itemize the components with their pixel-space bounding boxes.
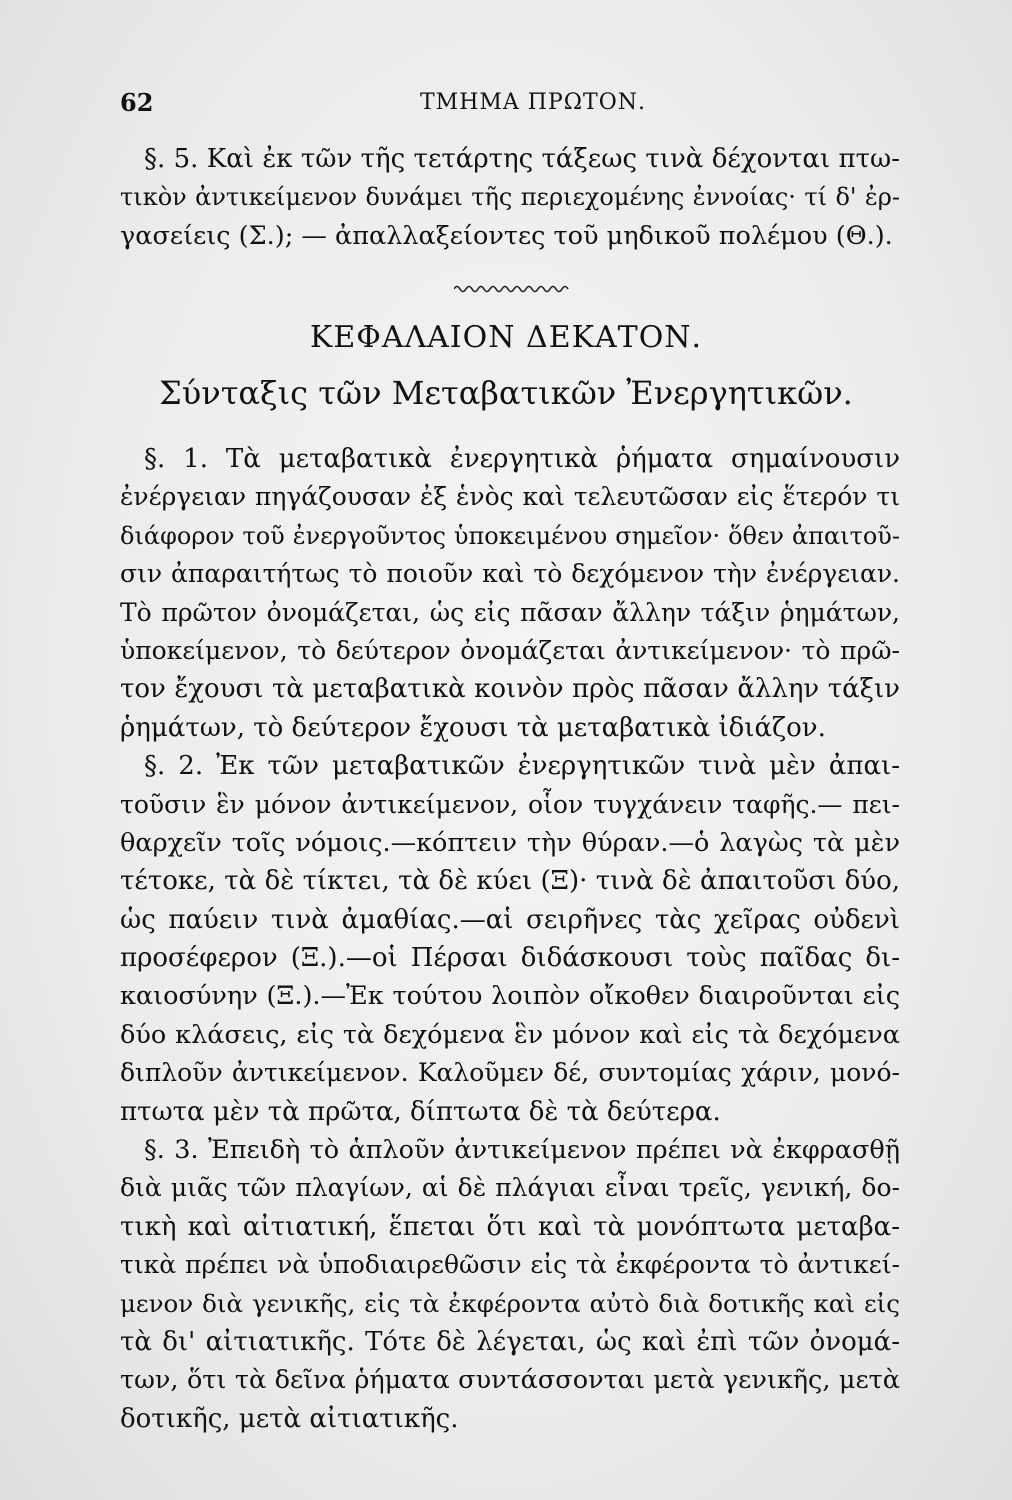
chapter-body xyxy=(120,440,900,1438)
text-line: §. 2. Ἐκ τῶν μεταβατικῶν ἐνεργητικῶν τινὰ μὲν ἀπαι- xyxy=(144,751,900,782)
chapter-title: ΚΕΦΑΛΑΙΟΝ ΔΕΚΑΤΟΝ. xyxy=(309,320,703,355)
text-line: ὡς παύειν τινὰ ἀμαθίας.—αἱ σειρῆνες τὰς χεῖρας οὐδενὶ xyxy=(120,904,900,935)
chapter-subtitle: Σύνταξις τῶν Μεταβατικῶν Ἐνεργητικῶν. xyxy=(159,374,853,412)
text-line: θαρχεῖν τοῖς νόμοις.—κόπτειν τὴν θύραν.—ὁ λαγὼς τὰ μὲν xyxy=(120,827,900,858)
running-head xyxy=(120,88,900,124)
text-line: μενον διὰ γενικῆς, εἰς τὰ ἐκφέροντα αὐτὸ διὰ δοτικῆς καὶ εἰς xyxy=(120,1288,900,1318)
text-line: ἐνέργειαν πηγάζουσαν ἐξ ἑνὸς καὶ τελευτῶσαν εἰς ἕτερόν τι xyxy=(120,482,900,512)
text-line: Τὸ πρῶτον ὀνομάζεται, ὡς εἰς πᾶσαν ἄλλην τάξιν ῥημάτων, xyxy=(120,597,900,627)
text-line: τὰ δι' αἰτιατικῆς. Τότε δὲ λέγεται, ὡς καὶ ἐπὶ τῶν ὀνομά- xyxy=(120,1326,900,1357)
text-line: ὑποκείμενον, τὸ δεύτερον ὀνομάζεται ἀντικείμενον· τὸ πρῶ- xyxy=(120,635,900,665)
text-line: τέτοκε, τὰ δὲ τίκτει, τὰ δὲ κύει (Ξ)· τινὰ δὲ ἀπαιτοῦσι δύο, xyxy=(120,866,900,897)
text-line: ῥημάτων, τὸ δεύτερον ἔχουσι τὰ μεταβατικὰ ἰδιάζον. xyxy=(120,712,826,743)
page-number: 62 xyxy=(120,88,154,117)
text-line: πτωτα μὲν τὰ πρῶτα, δίπτωτα δὲ τὰ δεύτερα. xyxy=(120,1096,721,1127)
text-line: §. 1. Τὰ μεταβατικὰ ἐνεργητικὰ ῥήματα σημαίνουσιν xyxy=(144,444,900,474)
text-line: §. 3. Ἐπειδὴ τὸ ἁπλοῦν ἀντικείμενον πρέπει νὰ ἐκφρασθῇ xyxy=(144,1135,900,1166)
text-line: διπλοῦν ἀντικείμενον. Καλοῦμεν δέ, συντομίας χάριν, μονό- xyxy=(120,1058,900,1088)
text-line: §. 5. Καὶ ἐκ τῶν τῆς τετάρτης τάξεως τινὰ δέχονται πτω- xyxy=(144,144,900,174)
text-line: δύο κλάσεις, εἰς τὰ δεχόμενα ἓν μόνον καὶ εἰς τὰ δεχόμενα xyxy=(120,1019,900,1050)
wavy-rule-icon xyxy=(454,282,570,296)
text-line: προσέφερον (Ξ.).—οἱ Πέρσαι διδάσκουσι τοὺς παῖδας δι- xyxy=(120,943,900,974)
text-line: διάφορον τοῦ ἐνεργοῦντος ὑποκειμένου σημεῖον· ὅθεν ἀπαιτοῦ- xyxy=(120,521,900,550)
text-line: τοῦσιν ἓν μόνον ἀντικείμενον, οἷον τυγχάνειν ταφῆς.— πει- xyxy=(120,789,900,819)
running-title: ΤΜΗΜΑ ΠΡΩΤΟΝ. xyxy=(420,90,646,115)
text-line: τον ἔχουσι τὰ μεταβατικὰ κοινὸν πρὸς πᾶσαν ἄλλην τάξιν xyxy=(120,674,900,705)
section-5-paragraph xyxy=(120,140,900,255)
text-line: καιοσύνην (Ξ.).—Ἐκ τούτου λοιπὸν οἴκοθεν διαιροῦνται εἰς xyxy=(120,981,900,1012)
text-line: διὰ μιᾶς τῶν πλαγίων, αἱ δὲ πλάγιαι εἶναι τρεῖς, γενική, δο- xyxy=(120,1173,900,1203)
text-line: γασείεις (Σ.); — ἀπαλλαξείοντες τοῦ μηδικοῦ πολέμου (Θ.). xyxy=(120,220,893,251)
text-line: σιν ἀπαραιτήτως τὸ ποιοῦν καὶ τὸ δεχόμενον τὴν ἐνέργειαν. xyxy=(120,559,900,589)
text-line: των, ὅτι τὰ δεῖνα ῥήματα συντάσσονται μετὰ γενικῆς, μετὰ xyxy=(120,1365,900,1396)
text-line: τικὰ πρέπει νὰ ὑποδιαιρεθῶσιν εἰς τὰ ἐκφέροντα τὸ ἀντικεί- xyxy=(120,1250,900,1280)
text-line: δοτικῆς, μετὰ αἰτιατικῆς. xyxy=(120,1403,459,1434)
text-line: τικὴ καὶ αἰτιατική, ἕπεται ὅτι καὶ τὰ μονόπτωτα μεταβα- xyxy=(120,1211,900,1242)
text-line: τικὸν ἀντικείμενον δυνάμει τῆς περιεχομένης ἐννοίας· τί δ' ἐρ- xyxy=(120,183,900,212)
